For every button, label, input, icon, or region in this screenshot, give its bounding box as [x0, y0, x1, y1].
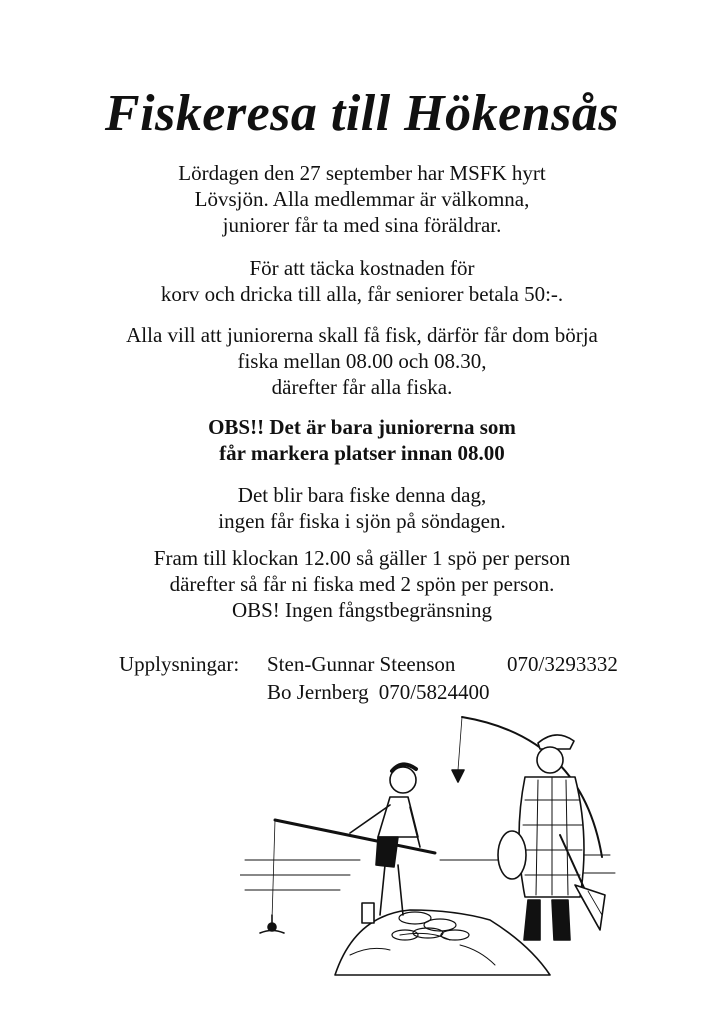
- text-line: OBS!! Det är bara juniorerna som: [208, 415, 516, 439]
- rules-paragraph: [0, 545, 724, 623]
- boy-figure: [350, 764, 420, 915]
- contact-row: [119, 678, 618, 706]
- text-line: får markera platser innan 08.00: [219, 441, 505, 465]
- man-figure: [498, 735, 584, 940]
- lure-icon: [452, 770, 464, 782]
- text-line: ingen får fiska i sjön på söndagen.: [218, 509, 506, 533]
- page-title: Fiskeresa till Hökensås: [104, 85, 620, 142]
- text-line: Det blir bara fiske denna dag,: [237, 483, 487, 507]
- creel-bag: [498, 831, 526, 879]
- contact-name: Bo Jernberg: [267, 680, 369, 704]
- fishing-scene-illustration: [240, 705, 620, 980]
- text-line: därefter så får ni fiska med 2 spön per person.: [169, 572, 555, 596]
- text-line: Fram till klockan 12.00 så gäller 1 spö per person: [153, 546, 571, 570]
- intro-paragraph: [0, 160, 724, 238]
- text-line: därefter får alla fiska.: [271, 375, 453, 399]
- contact-label: Upplysningar:: [119, 652, 240, 676]
- contact-name: Sten-Gunnar Steenson: [267, 652, 456, 676]
- text-line: OBS! Ingen fångstbegränsning: [231, 598, 493, 622]
- junior-paragraph: [0, 322, 724, 400]
- text-line: juniorer får ta med sina föräldrar.: [222, 213, 502, 237]
- contact-row: [119, 650, 618, 678]
- notice-paragraph: [0, 414, 724, 466]
- text-line: För att täcka kostnaden för: [249, 256, 475, 280]
- text-line: Lördagen den 27 september har MSFK hyrt: [178, 161, 546, 185]
- contact-phone: 070/3293332: [507, 652, 618, 676]
- bucket: [362, 903, 374, 923]
- text-line: Lövsjön. Alla medlemmar är välkomna,: [194, 187, 530, 211]
- sunday-paragraph: [0, 482, 724, 534]
- text-line: fiska mellan 08.00 och 08.30,: [237, 349, 487, 373]
- cost-paragraph: [0, 255, 724, 307]
- text-line: Alla vill att juniorerna skall få fisk, därför får dom börja: [126, 323, 598, 347]
- text-line: korv och dricka till alla, får seniorer betala 50:-.: [160, 282, 564, 306]
- contact-info: [119, 650, 618, 706]
- contact-phone: 070/5824400: [378, 680, 490, 704]
